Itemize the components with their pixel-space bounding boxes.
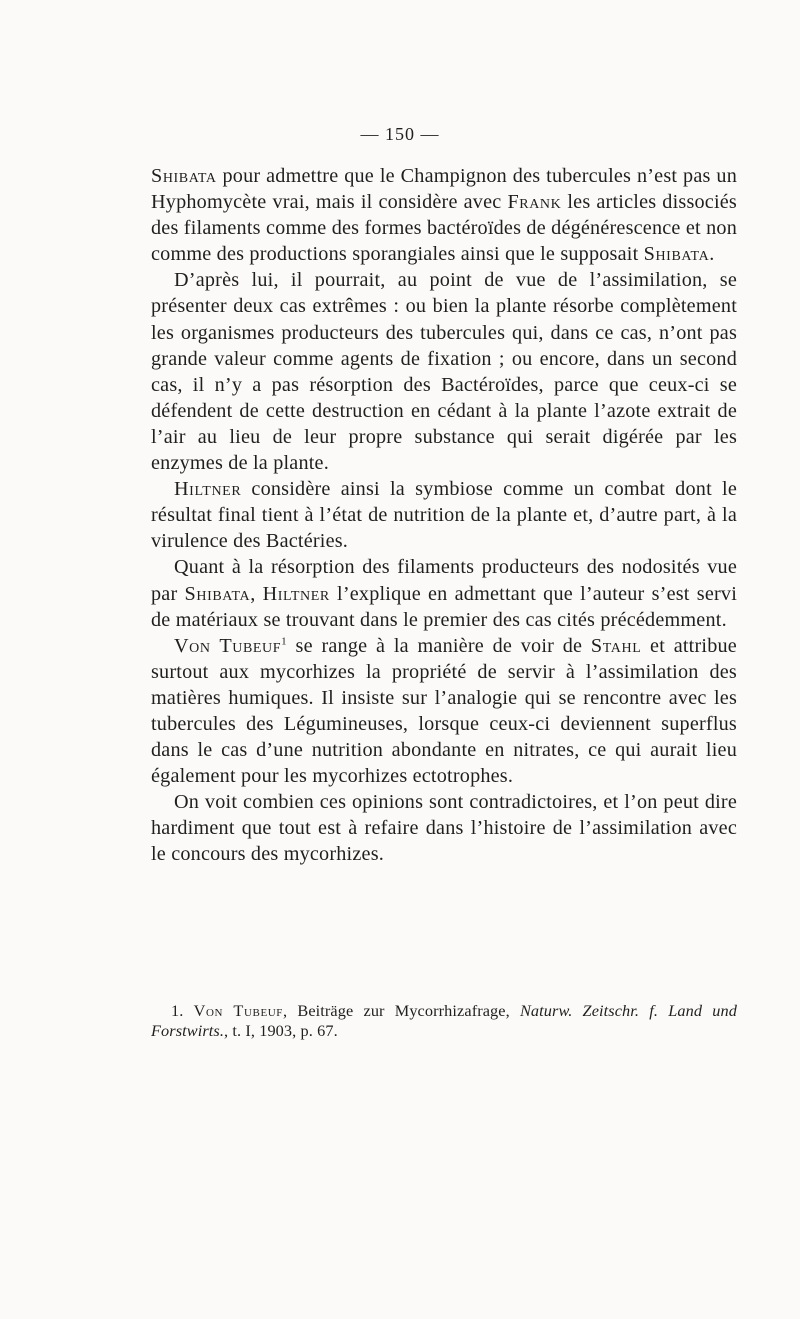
footnote (151, 1001, 737, 1041)
paragraph-2: D’après lui, il pourrait, au point de vue de l’assimilation, se présenter deux cas extrêmes : ou bien la plante résorbe complètement les organismes producteurs des tubercules qui, dans ce cas, n’ont pas grande valeur comme agents de fixation ; ou encore, dans un second cas, il n’y a pas résorption des Bactéroïdes, parce que ceux-ci se défendent de cette destruction en cédant à la plante l’azote extrait de l’air au lieu de leur propre substance qui serait digérée par les enzymes de la plante. (151, 269, 737, 475)
text-run: l’explique en admettant que l’auteur s’est servi de matériaux se trouvant dans le premier des cas cités précédemment. (151, 582, 738, 631)
author-name: Hiltner (262, 582, 330, 605)
page-number: — 150 — (360, 124, 440, 144)
text-run: se range à la manière de voir de (286, 634, 591, 657)
body-text (151, 163, 737, 868)
paragraph-6: On voit combien ces opinions sont contradictoires, et l’on peut dire hardiment que tout est à refaire dans l’histoire de l’assimilation avec le concours des mycorhizes. (151, 791, 737, 866)
text-run: pour admettre que le Champignon des tubercules n’est pas un Hyphomycète vrai, mais il considère avec (151, 165, 737, 214)
footnote-journal: Naturw. Zeitschr. f. Land und Forstwirts. (151, 1001, 737, 1040)
author-name: Frank (507, 191, 562, 214)
author-name: Von Tubeuf (174, 634, 282, 657)
author-name: Shibata (184, 582, 251, 605)
author-name: Hiltner (174, 478, 242, 501)
footnote-author: Von Tubeuf (193, 1001, 284, 1020)
author-name: Stahl (590, 634, 642, 657)
text-run: Quant à la résorption des filaments producteurs des nodosités vue par (151, 556, 737, 605)
text-run: et attribue surtout aux mycorhizes la propriété de servir à l’assimilation des matières humiques. Il insiste sur l’analogie qui se rencontre avec les tubercules des Légumineuses, lorsque ceux-ci deviennent superflus dans le cas d’une nutrition abondante en nitrates, ce qui aurait lieu également pour les mycorhizes ectotrophes. (151, 634, 737, 788)
paragraph-1 (151, 163, 737, 267)
footnote-number: 1. (171, 1001, 184, 1020)
text-run: . (709, 243, 715, 266)
author-name: Shibata (151, 165, 217, 187)
footnote-text (151, 1001, 737, 1041)
text-run: , (250, 582, 263, 605)
paragraph-5 (151, 633, 737, 790)
text-run: les articles dissociés des filaments comme des formes bactéroïdes de dégénérescence et non comme des productions sporangiales ainsi que le supposait (151, 191, 737, 266)
paragraph-4 (151, 554, 737, 632)
text-run: considère ainsi la symbiose comme un combat dont le résultat final tient à l’état de nutrition de la plante et, d’autre part, à la virulence des Bactéries. (151, 478, 737, 553)
footnote-marker: 1 (281, 634, 287, 647)
paragraph-3 (151, 476, 737, 554)
footnote-title: , Beiträge zur Mycorrhizafrage, (283, 1001, 520, 1020)
author-name: Shibata (643, 243, 710, 266)
footnote-details: , t. I, 1903, p. 67. (224, 1021, 338, 1040)
